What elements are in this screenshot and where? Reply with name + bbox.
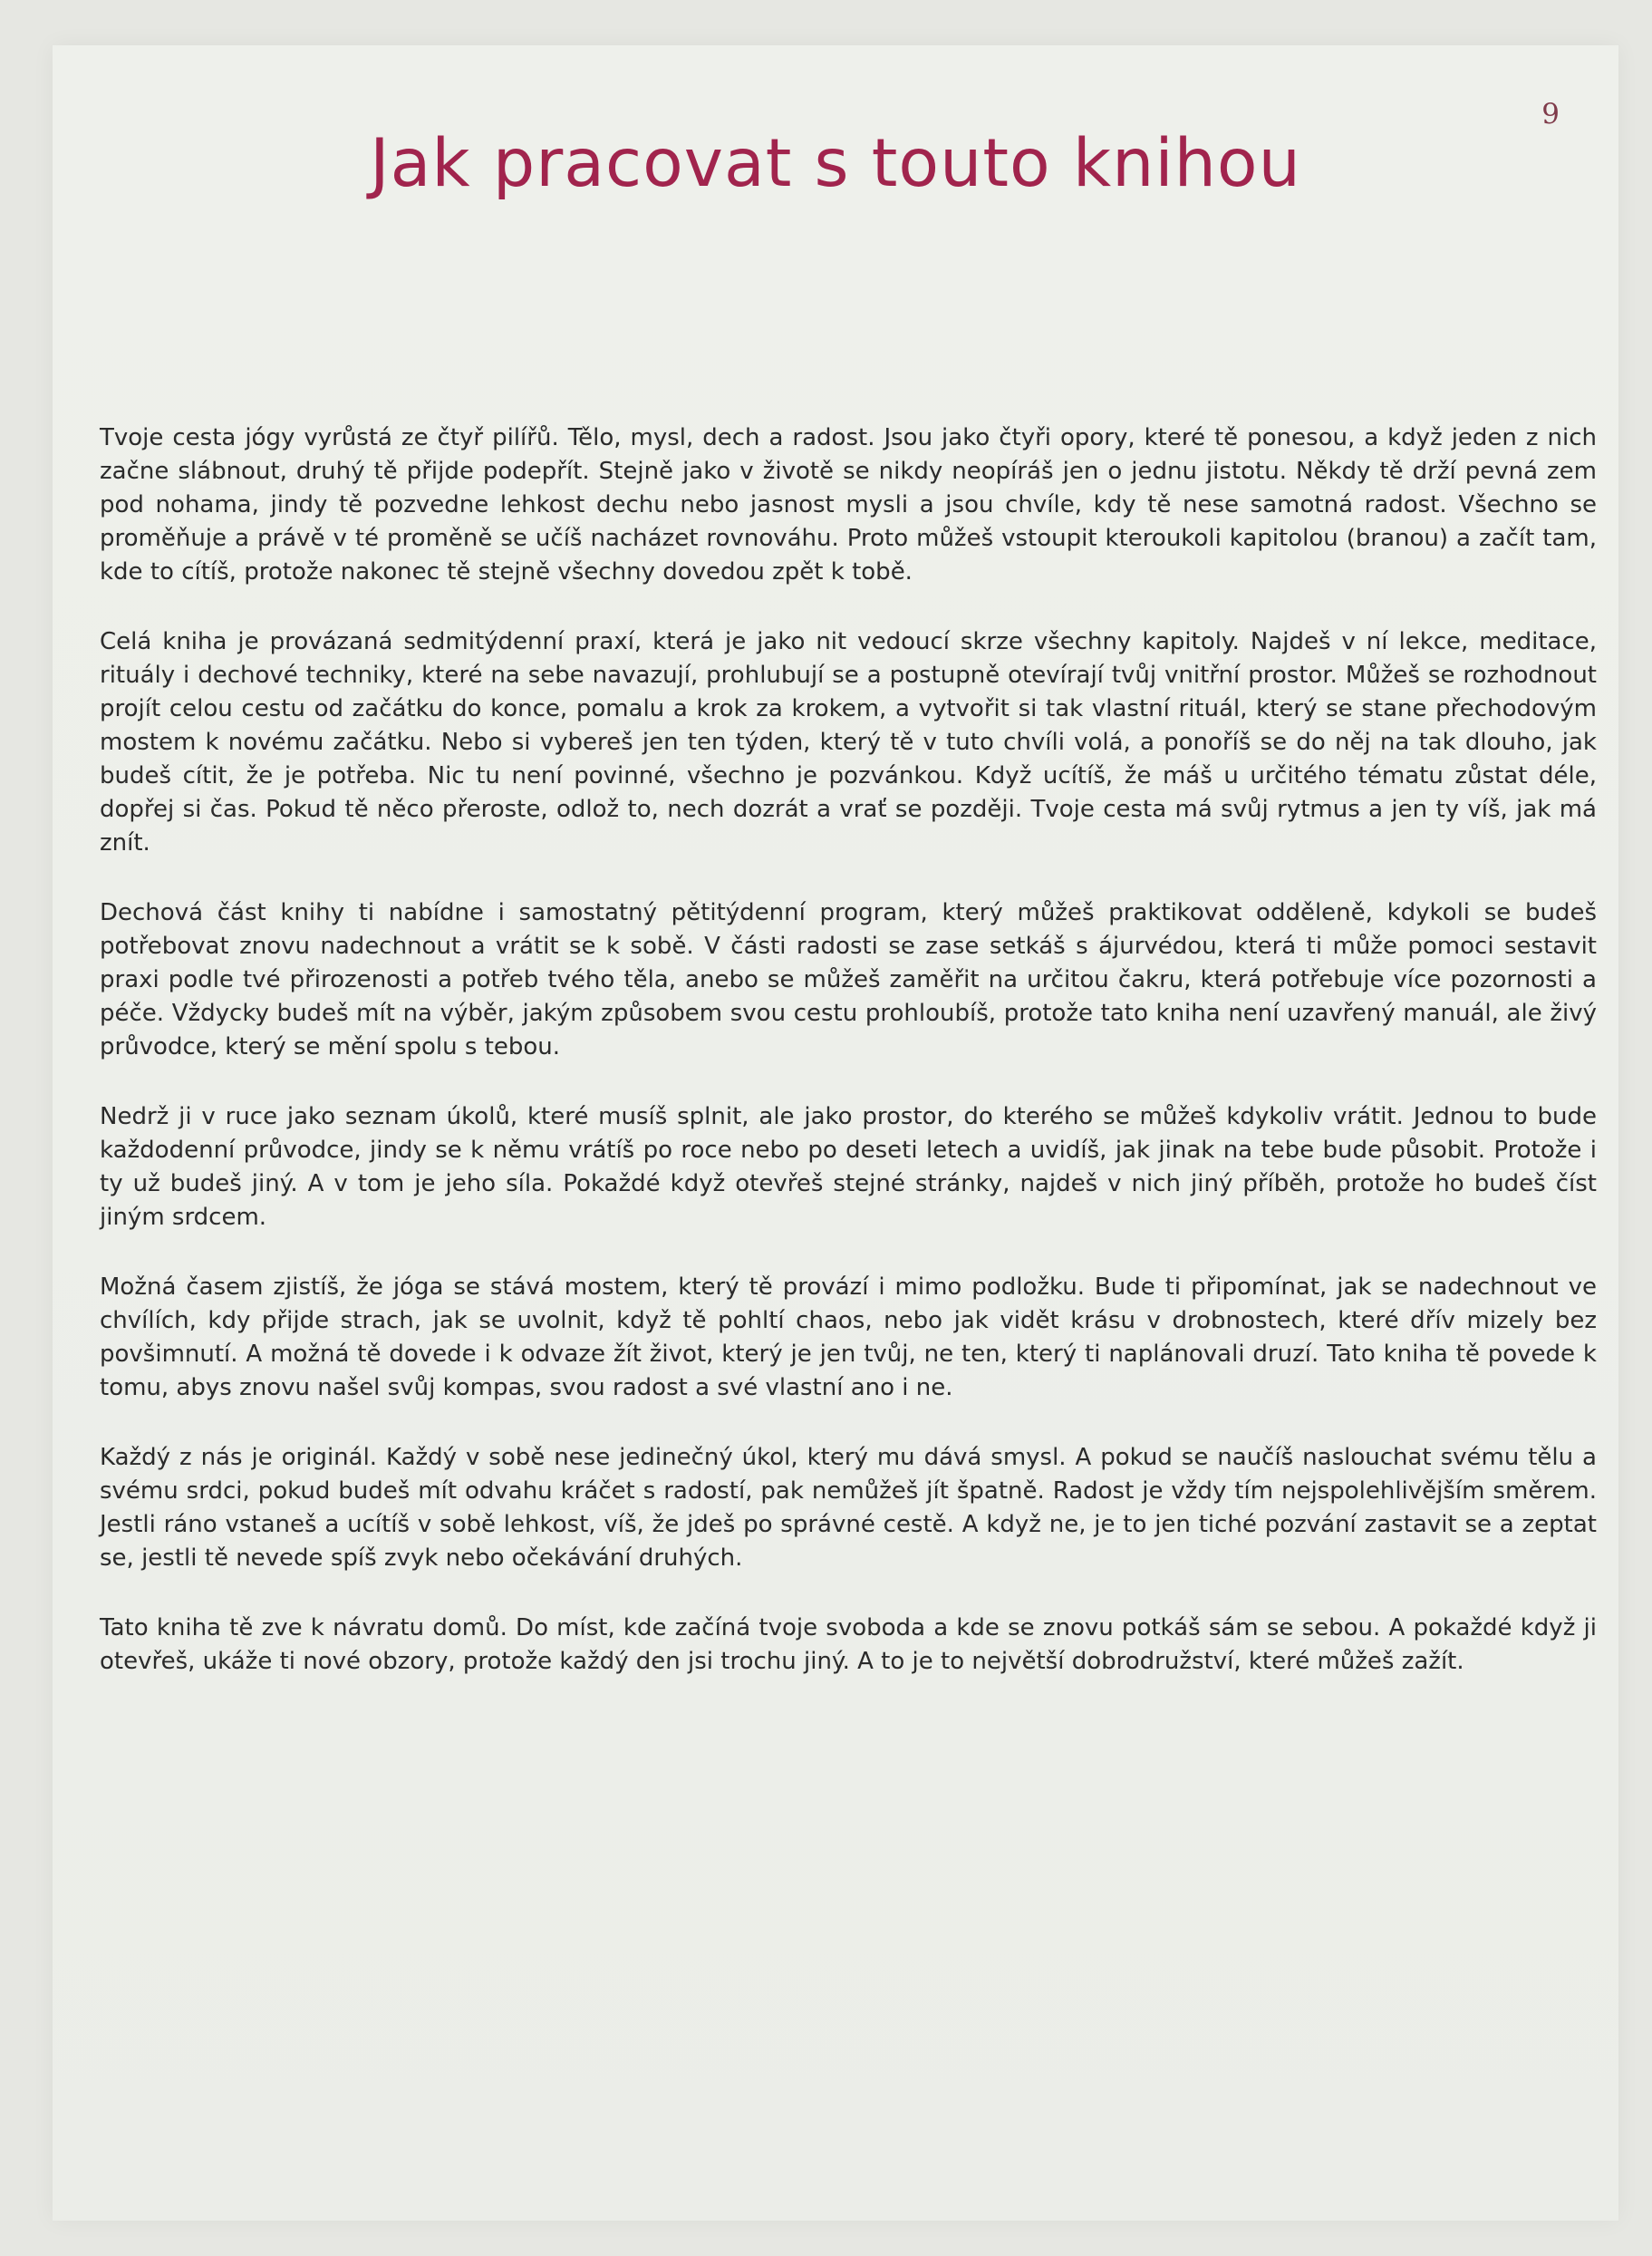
- paragraph-6: Každý z nás je originál. Každý v sobě nese jedinečný úkol, který mu dává smysl. A pokud se naučíš naslouchat svému tělu a svému srdci, pokud budeš mít odvahu kráčet s radostí, pak nemůžeš jít špatně. Radost je vždy tím nejspolehlivějším směrem. Jestli ráno vstaneš a ucítíš v sobě lehkost, víš, že jdeš po správné cestě. A když ne, je to jen tiché pozvání zastavit se a zeptat se, jestli tě nevede spíš zvyk nebo očekávání druhých.: [100, 1444, 1597, 1572]
- paragraph-4: Nedrž ji v ruce jako seznam úkolů, které musíš splnit, ale jako prostor, do kterého se můžeš kdykoliv vrátit. Jednou to bude každodenní průvodce, jindy se k němu vrátíš po roce nebo po deseti letech a uvidíš, jak jinak na tebe bude působit. Protože i ty už budeš jiný. A v tom je jeho síla. Pokaždé když otevřeš stejné stránky, najdeš v nich jiný příběh, protože ho budeš číst jiným srdcem.: [100, 1103, 1597, 1231]
- page-number: 9: [1541, 98, 1560, 131]
- paragraph-3: Dechová část knihy ti nabídne i samostatný pětitýdenní program, který můžeš praktikovat odděleně, kdykoli se budeš potřebovat znovu nadechnout a vrátit se k sobě. V části radosti se zase setkáš s ájurvédou, která ti může pomoci sestavit praxi podle tvé přirozenosti a potřeb tvého těla, anebo se můžeš zaměřit na určitou čakru, která potřebuje více pozornosti a péče. Vždycky budeš mít na výběr, jakým způsobem svou cestu prohloubíš, protože tato kniha není uzavřený manuál, ale živý průvodce, který se mění spolu s tebou.: [100, 899, 1597, 1060]
- paragraph-2: Celá kniha je provázaná sedmitýdenní praxí, která je jako nit vedoucí skrze všechny kapitoly. Najdeš v ní lekce, meditace, rituály i dechové techniky, které na sebe navazují, prohlubují se a postupně otevírají tvůj vnitřní prostor. Můžeš se rozhodnout projít celou cestu od začátku do konce, pomalu a krok za krokem, a vytvořit si tak vlastní rituál, který se stane přechodovým mostem k novému začátku. Nebo si vybereš jen ten týden, který tě v tuto chvíli volá, a ponoříš se do něj na tak dlouho, jak budeš cítit, že je potřeba. Nic tu není povinné, všechno je pozvánkou. Když ucítíš, že máš u určitého tématu zůstat déle, dopřej si čas. Pokud tě něco přeroste, odlož to, nech dozrát a vrať se později. Tvoje cesta má svůj rytmus a jen ty víš, jak má znít.: [100, 628, 1597, 857]
- paragraph-1: Tvoje cesta jógy vyrůstá ze čtyř pilířů. Tělo, mysl, dech a radost. Jsou jako čtyři opory, které tě ponesou, a když jeden z nich začne slábnout, druhý tě přijde podepřít. Stejně jako v životě se nikdy neopíráš jen o jednu jistotu. Někdy tě drží pevná zem pod nohama, jindy tě pozvedne lehkost dechu nebo jasnost mysli a jsou chvíle, kdy tě nese samotná radost. Všechno se proměňuje a právě v té proměně se učíš nacházet rovnováhu. Proto můžeš vstoupit kteroukoli kapitolou (branou) a začít tam, kde to cítíš, protože nakonec tě stejně všechny dovedou zpět k tobě.: [100, 424, 1597, 586]
- paragraph-5: Možná časem zjistíš, že jóga se stává mostem, který tě provází i mimo podložku. Bude ti připomínat, jak se nadechnout ve chvílích, kdy přijde strach, jak se uvolnit, když tě pohltí chaos, nebo jak vidět krásu v drobnostech, které dřív mizely bez povšimnutí. A možná tě dovede i k odvaze žít život, který je jen tvůj, ne ten, který ti naplánovali druzí. Tato kniha tě povede k tomu, abys znovu našel svůj kompas, svou radost a své vlastní ano i ne.: [100, 1273, 1597, 1401]
- page-title: Jak pracovat s touto knihou: [370, 125, 1301, 202]
- body-text: [100, 421, 1597, 1715]
- paragraph-7: Tato kniha tě zve k návratu domů. Do míst, kde začíná tvoje svoboda a kde se znovu potkáš sám se sebou. A pokaždé když ji otevřeš, ukáže ti nové obzory, protože každý den jsi trochu jiný. A to je to největší dobrodružství, které můžeš zažít.: [100, 1614, 1597, 1675]
